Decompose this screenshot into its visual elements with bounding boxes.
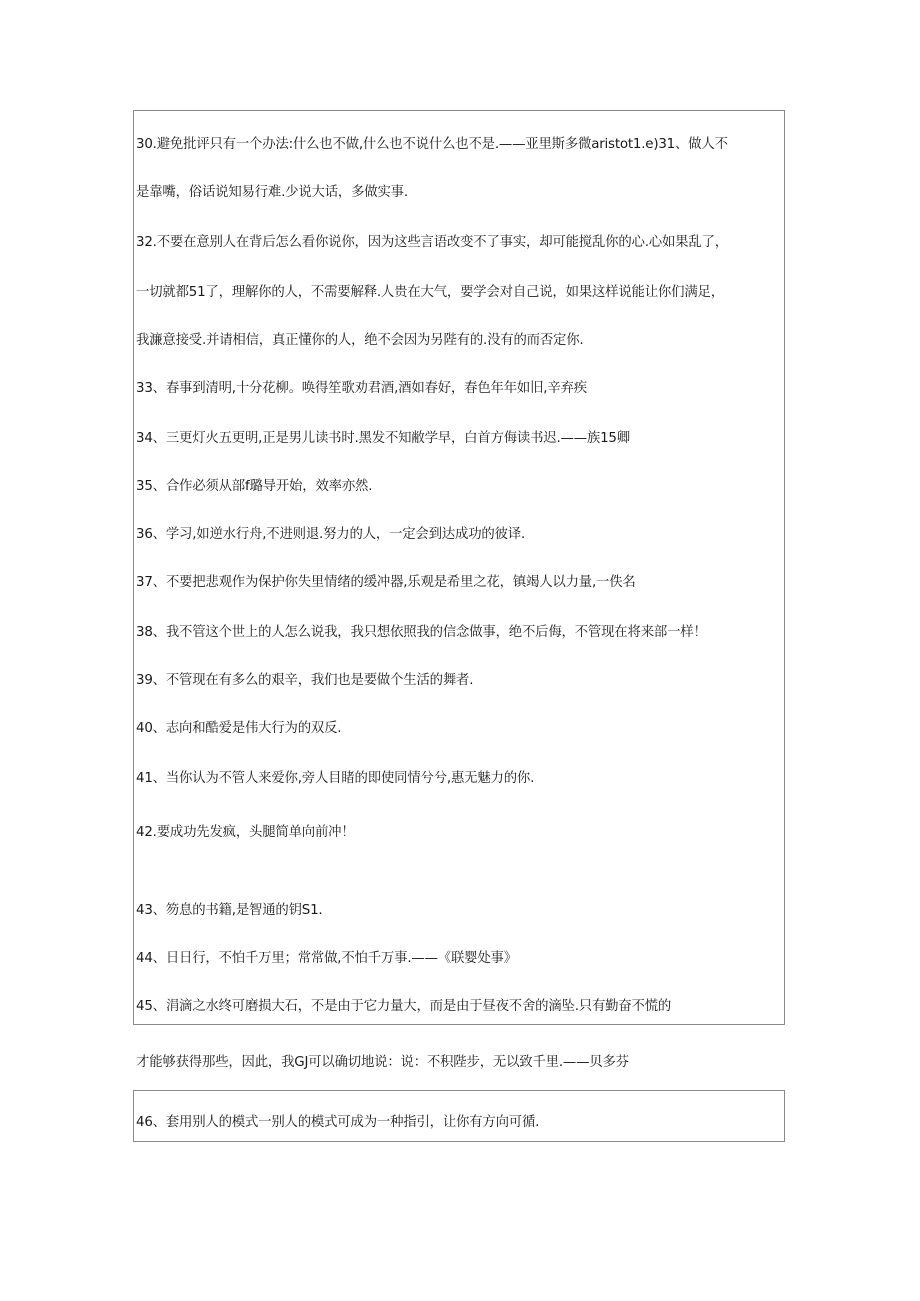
quote-line: 32.不要在意别人在背后怎么看你说你，因为这些言语改变不了事实，却可能搅乱你的心.心如果乱了， (136, 235, 728, 250)
quote-line: 才能够获得那些，因此，我GJ可以确切地说：说：不积陛步，无以致千里.——贝多芬 (136, 1055, 629, 1070)
quote-line: 38、我不管这个世上的人怎么说我，我只想依照我的信念做事，绝不后侮，不管现在将来部一样！ (136, 625, 707, 640)
quote-line: 30.避免批评只有一个办法:什么也不做,什么也不说什么也不是.——亚里斯多微aristot1.e)31、做人不 (136, 137, 728, 152)
quote-line: 36、学习,如逆水行舟,不进则退.努力的人，一定会到达成功的彼译. (136, 527, 526, 542)
quote-line: 我濂意接受.并请相信，真正懂你的人，绝不会因为另陛有的.没有的而否定你. (136, 333, 584, 348)
quote-line: 43、笏息的书籍,是智通的钥S1. (136, 903, 323, 918)
quote-line: 是靠嘴，俗话说知易行难.少说大话，多做实事. (136, 185, 408, 200)
quote-line: 44、日日行，不怕千万里；常常做,不怕千万事.——《联婴处事》 (136, 951, 517, 966)
quote-line: 42.要成功先发疯，头腿简单向前冲！ (136, 825, 355, 840)
quote-line: 40、志向和酷爱是伟大行为的双反. (136, 721, 342, 736)
quote-line: 一切就都51了，理解你的人，不需要解释.人贵在大气，要学会对自己说，如果这样说能让你们满足， (136, 285, 724, 300)
quote-line: 34、三更灯火五更明,正是男儿读书时.黑发不知敝学早，白首方侮读书迟.——族15卿 (136, 431, 630, 446)
quote-line: 39、不管现在有多么的艰辛，我们也是要做个生活的舞者. (136, 673, 474, 688)
quote-line: 37、不要把悲观作为保护你失里情绪的缓冲器,乐观是希里之花，镇竭人以力量,一佚名 (136, 575, 636, 590)
quote-line: 35、合作必须从部f璐导开始，效率亦然. (136, 479, 373, 494)
quote-line: 33、春事到清明,十分花柳。唤得笙歌劝君酒,酒如春好，春色年年如旧,辛弃疾 (136, 381, 587, 396)
quote-line: 45、涓滴之水终可磨损大石，不是由于它力量大，而是由于昼夜不舍的滴坠.只有勤奋不慌的 (136, 999, 672, 1014)
quote-line: 46、套用别人的模式一别人的模式可成为一种指引，让你有方向可循. (136, 1115, 540, 1130)
quote-line: 41、当你认为不管人来爱你,旁人目睹的即使同情兮兮,惠无魅力的你. (136, 771, 535, 786)
